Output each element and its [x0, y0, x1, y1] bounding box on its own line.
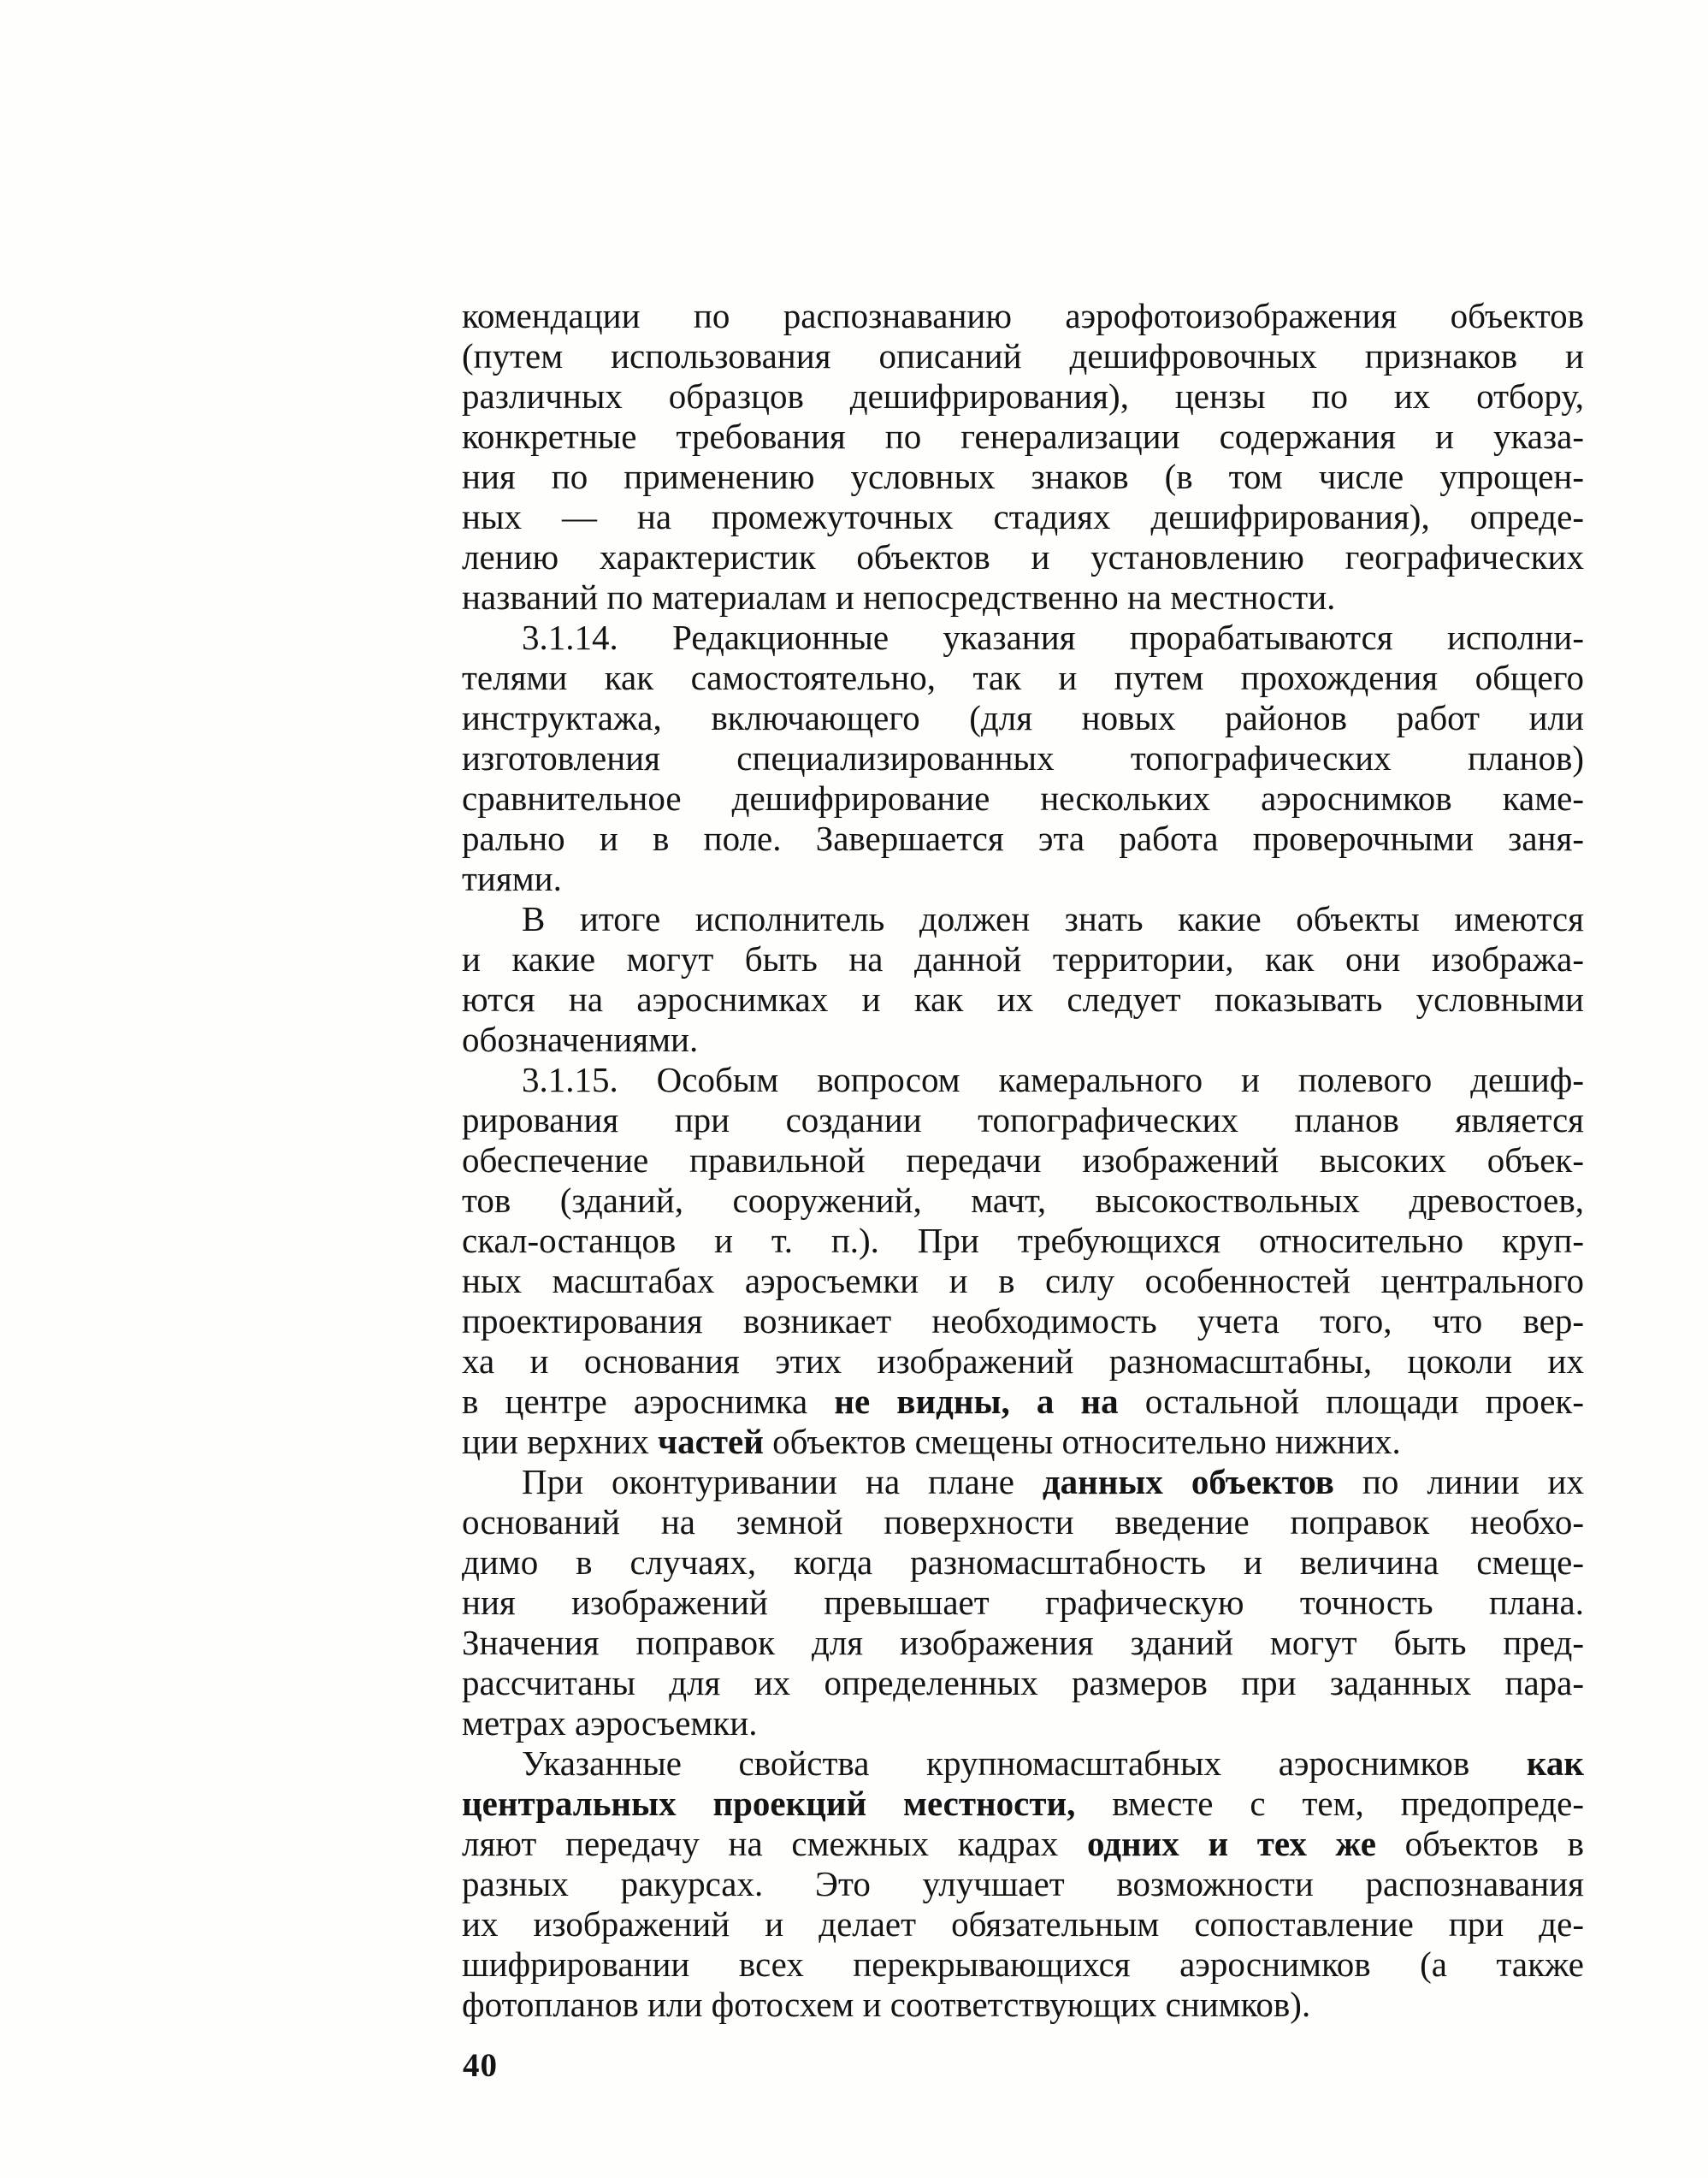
text-line: ха и основания этих изображений разномасштабны, цоколи их	[462, 1341, 1584, 1381]
text-segment: ляют передачу на смежных кадрах	[462, 1824, 1087, 1863]
text-line: проектирования возникает необходимость учета того, что вер-	[462, 1301, 1584, 1341]
text-line: рассчитаны для их определенных размеров при заданных пара-	[462, 1663, 1584, 1702]
text-line: ных масштабах аэросъемки и в силу особенностей центрального	[462, 1261, 1584, 1300]
text-line: телями как самостоятельно, так и путем прохождения общего	[462, 658, 1584, 697]
text-line: метрах аэросъемки.	[462, 1703, 758, 1743]
text-segment: остальной площади проек-	[1118, 1382, 1584, 1421]
bold-text-segment: одних и тех же	[1086, 1824, 1376, 1863]
text-line	[462, 1382, 1584, 1422]
text-line: тов (зданий, сооружений, мачт, высокоствольных древостоев,	[462, 1181, 1584, 1220]
bold-text-segment: не видны, а на	[834, 1382, 1119, 1421]
text-line: рально и в поле. Завершается эта работа проверочными заня-	[462, 819, 1584, 858]
text-line: шифрировании всех перекрывающихся аэроснимков (а также	[462, 1944, 1584, 1984]
text-segment: в центре аэроснимка	[462, 1382, 835, 1421]
text-line: ния по применению условных знаков (в том числе упрощен-	[462, 457, 1584, 496]
text-segment: При оконтуривании на плане	[522, 1462, 1043, 1501]
text-line: изготовления специализированных топографических планов)	[462, 738, 1584, 778]
text-line	[462, 1462, 1584, 1502]
text-line: 3.1.15. Особым вопросом камерального и полевого дешиф-	[522, 1060, 1584, 1099]
text-line: конкретные требования по генерализации содержания и указа-	[462, 417, 1584, 456]
text-segment: Указанные свойства крупномасштабных аэроснимков	[522, 1743, 1527, 1783]
text-line: фотопланов или фотосхем и соответствующих снимков).	[462, 1985, 1311, 2024]
text-line	[462, 1743, 1584, 1784]
text-line: сравнительное дешифрирование нескольких аэроснимков каме-	[462, 778, 1584, 818]
text-segment: объектов в	[1375, 1824, 1584, 1863]
bold-text-segment: данных объектов	[1042, 1462, 1334, 1501]
text-line: Значения поправок для изображения зданий могут быть пред-	[462, 1623, 1584, 1662]
text-line: скал-останцов и т. п.). При требующихся относительно круп-	[462, 1221, 1584, 1260]
text-segment: ции верхних	[462, 1422, 659, 1461]
text-line: (путем использования описаний дешифровочных признаков и	[462, 336, 1584, 376]
text-line: их изображений и делает обязательным сопоставление при де-	[462, 1904, 1584, 1944]
text-line: В итоге исполнитель должен знать какие объекты имеются	[522, 899, 1584, 938]
text-line: различных образцов дешифрирования), цензы по их отбору,	[462, 376, 1584, 416]
text-line: разных ракурсах. Это улучшает возможности распознавания	[462, 1864, 1584, 1903]
text-line: оснований на земной поверхности введение поправок необхо-	[462, 1502, 1584, 1542]
text-line: ния изображений превышает графическую точность плана.	[462, 1583, 1584, 1622]
text-line: инструктажа, включающего (для новых районов работ или	[462, 698, 1584, 737]
text-line: лению характеристик объектов и установлению географических	[462, 537, 1584, 577]
text-line: обеспечение правильной передачи изображений высоких объек-	[462, 1140, 1584, 1180]
text-line: ются на аэроснимках и как их следует показывать условными	[462, 980, 1584, 1019]
text-line: и какие могут быть на данной территории, как они изобража-	[462, 939, 1584, 979]
text-line	[462, 1824, 1584, 1864]
text-line: тиями.	[462, 859, 562, 898]
page-number: 40	[463, 2047, 498, 2084]
text-line: 3.1.14. Редакционные указания прорабатываются исполни-	[522, 618, 1584, 657]
bold-text-segment: частей	[658, 1422, 764, 1461]
text-line: ных — на промежуточных стадиях дешифрирования), опреде-	[462, 497, 1584, 536]
bold-text-segment: как	[1526, 1743, 1584, 1783]
text-line	[462, 1422, 1584, 1462]
text-line: комендации по распознаванию аэрофотоизображения объектов	[462, 296, 1584, 335]
bold-text-segment: центральных проекций местности,	[462, 1784, 1076, 1823]
text-line	[462, 1784, 1584, 1824]
text-segment: вместе с тем, предопреде-	[1075, 1784, 1584, 1823]
text-line: димо в случаях, когда разномасштабность и величина смеще-	[462, 1542, 1584, 1582]
text-line: обозначениями.	[462, 1020, 699, 1059]
text-line: рирования при создании топографических планов является	[462, 1100, 1584, 1139]
body-text	[462, 296, 1584, 2025]
text-segment: по линии их	[1333, 1462, 1584, 1501]
text-line: названий по материалам и непосредственно на местности.	[462, 577, 1336, 617]
text-segment: объектов смещены относительно нижних.	[763, 1422, 1401, 1461]
